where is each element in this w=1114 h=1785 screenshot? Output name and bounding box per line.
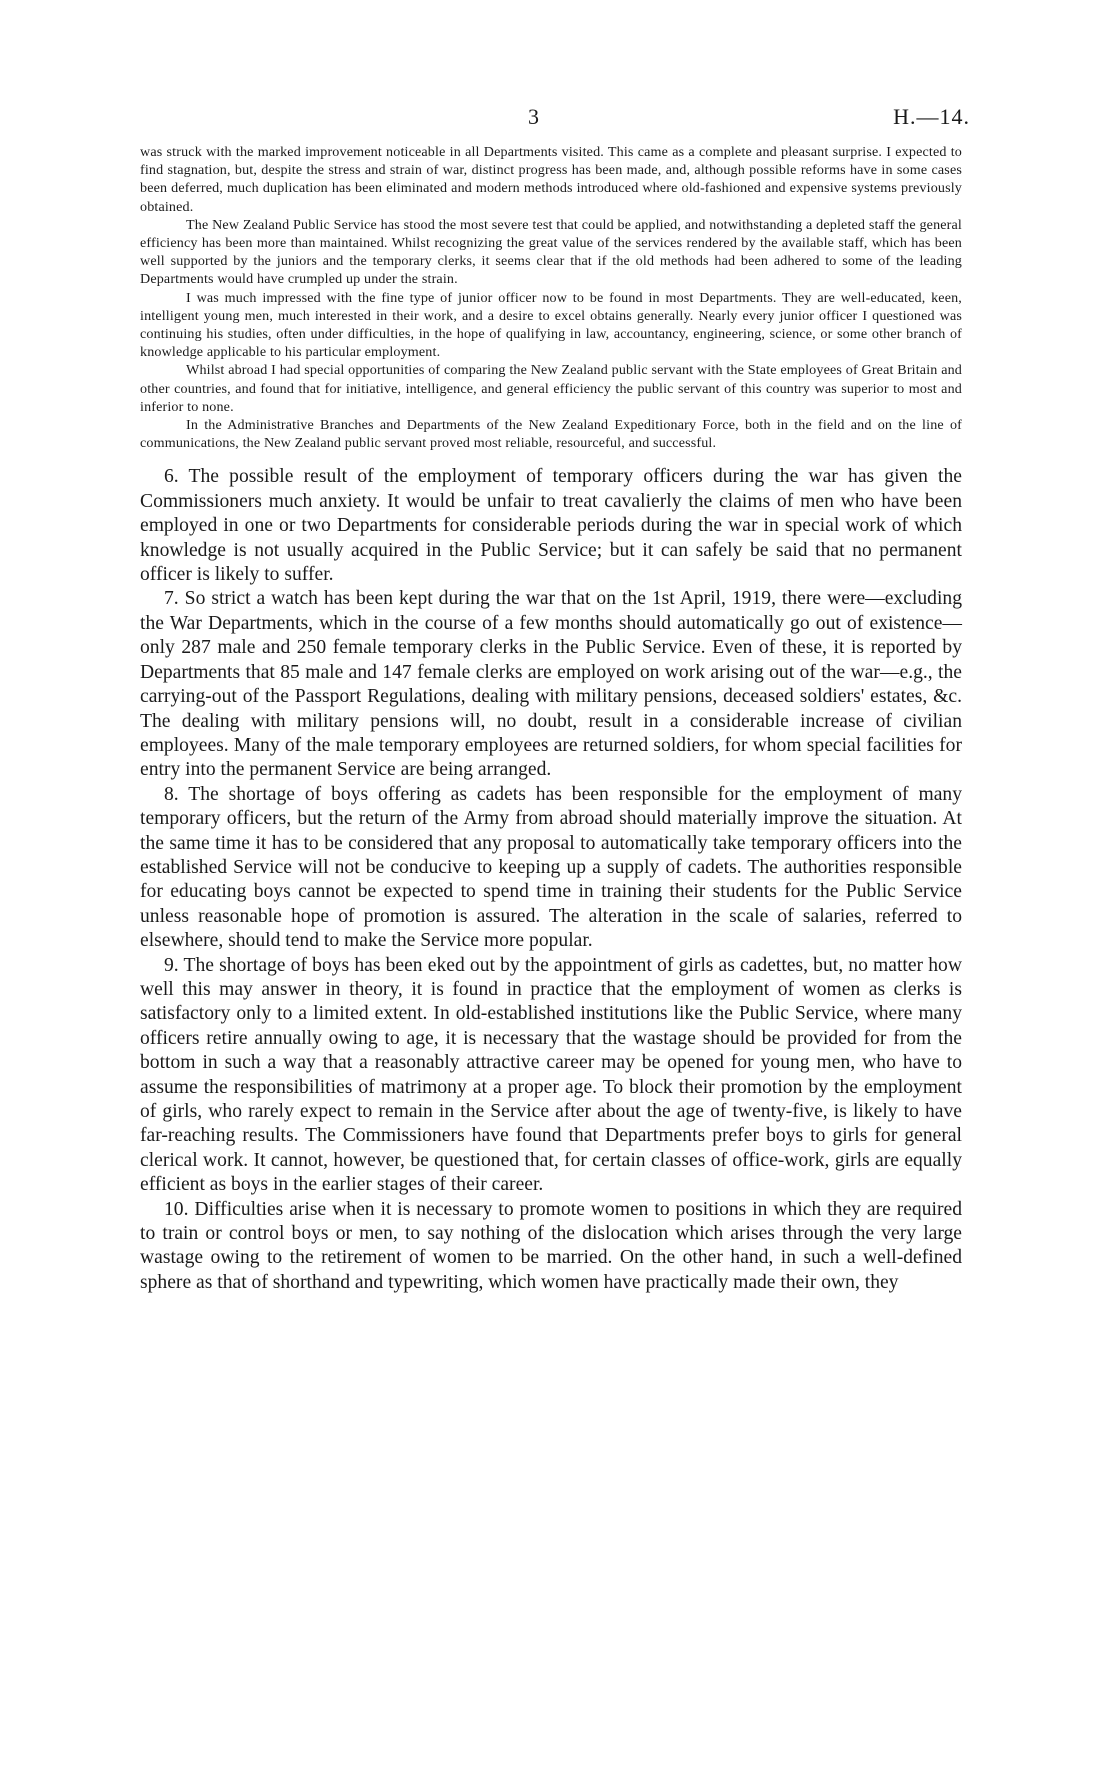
paragraph-6: 6. The possible result of the employment of temporary officers during the war has given the Commissioners much anxiety. It would be unfair to treat cavalierly the claims of men who have been employed in one or two Departments for considerable periods during the war in special work of which knowledge is not usually acquired in the Public Service; but it can safely be said that no permanent officer is likely to suffer. <box>140 466 962 586</box>
paragraph-10: 10. Difficulties arise when it is necessary to promote women to positions in which they are required to train or control boys or men, to say nothing of the dislocation which arises through the very large wastage owing to the retirement of women to be married. On the other hand, in such a well-defined sphere as that of shorthand and typewriting, which women have practically made their own, they <box>140 1198 962 1293</box>
document-reference: H.—14. <box>893 104 970 129</box>
paragraph-7: 7. So strict a watch has been kept during the war that on the 1st April, 1919, there were—excluding the War Departments, which in the course of a few months should automatically go out of existence—only 287 male and 250 female temporary clerks in the Public Service. Even of these, it is reported by Departments that 85 male and 147 female clerks are employed on work arising out of the war—e.g., the carrying-out of the Passport Regulations, dealing with military pensions, deceased soldiers' estates, &c. The dealing with military pensions will, no doubt, result in a considerable increase of civilian employees. Many of the male temporary employees are returned soldiers, for whom special facilities for entry into the permanent Service are being arranged. <box>140 588 962 781</box>
main-text <box>140 465 962 1295</box>
paragraph-9: 9. The shortage of boys has been eked out by the appointment of girls as cadettes, but, no matter how well this may answer in theory, it is found in practice that the employment of women as clerks is satisfactory only to a limited extent. In old-established institutions like the Public Service, where many officers retire annually owing to age, it is necessary that the wastage should be provided for from the bottom in such a way that a reasonably attractive career may be opened for young men, who have to assume the responsibilities of matrimony at a proper age. To block their promotion by the employment of girls, who rarely expect to remain in the Service after about the age of twenty-five, is likely to have far-reaching results. The Commissioners have found that Departments prefer boys to girls for general clerical work. It cannot, however, be questioned that, for certain classes of office-work, girls are equally efficient as boys in the earlier stages of their career. <box>140 954 962 1196</box>
quoted-report-block <box>140 143 962 452</box>
page-body <box>140 143 962 1295</box>
quoted-paragraph: The New Zealand Public Service has stood the most severe test that could be applied, and notwithstanding a depleted staff the general efficiency has been more than maintained. Whilst recognizing the great value of the services rendered by the available staff, which has been well supported by the juniors and the temporary clerks, it seems clear that if the old methods had been adhered to some of the leading Departments would have crumpled up under the strain. <box>140 216 962 288</box>
page-number: 3 <box>528 104 539 129</box>
quoted-paragraph: I was much impressed with the fine type of junior officer now to be found in most Departments. They are well-educated, keen, intelligent young men, much interested in their work, and a desire to excel obtains generally. Nearly every junior officer I questioned was continuing his studies, often under difficulties, in the hope of qualifying in law, accountancy, engineering, science, or some other branch of knowledge applicable to his particular employment. <box>140 289 962 361</box>
quoted-paragraph: In the Administrative Branches and Departments of the New Zealand Expeditionary Force, both in the field and on the line of communications, the New Zealand public servant proved most reliable, resourceful, and successful. <box>140 417 962 452</box>
quoted-paragraph: Whilst abroad I had special opportunities of comparing the New Zealand public servant with the State employees of Great Britain and other countries, and found that for initiative, intelligence, and general efficiency the public servant of this country was superior to most and inferior to none. <box>140 362 962 415</box>
page-header <box>0 104 1114 134</box>
quoted-paragraph: was struck with the marked improvement noticeable in all Departments visited. This came as a complete and pleasant surprise. I expected to find stagnation, but, despite the stress and strain of war, distinct progress has been made, and, although possible reforms have in some cases been deferred, much duplication has been eliminated and modern methods introduced where old-fashioned and expensive systems previously obtained. <box>140 144 962 215</box>
paragraph-8: 8. The shortage of boys offering as cadets has been responsible for the employment of many temporary officers, but the return of the Army from abroad should materially improve the situation. At the same time it has to be considered that any proposal to automatically take temporary officers into the established Service will not be conducive to keeping up a supply of cadets. The authorities responsible for educating boys cannot be expected to spend time in training their students for the Public Service unless reasonable hope of promotion is assured. The alteration in the scale of salaries, referred to elsewhere, should tend to make the Service more popular. <box>140 783 962 952</box>
